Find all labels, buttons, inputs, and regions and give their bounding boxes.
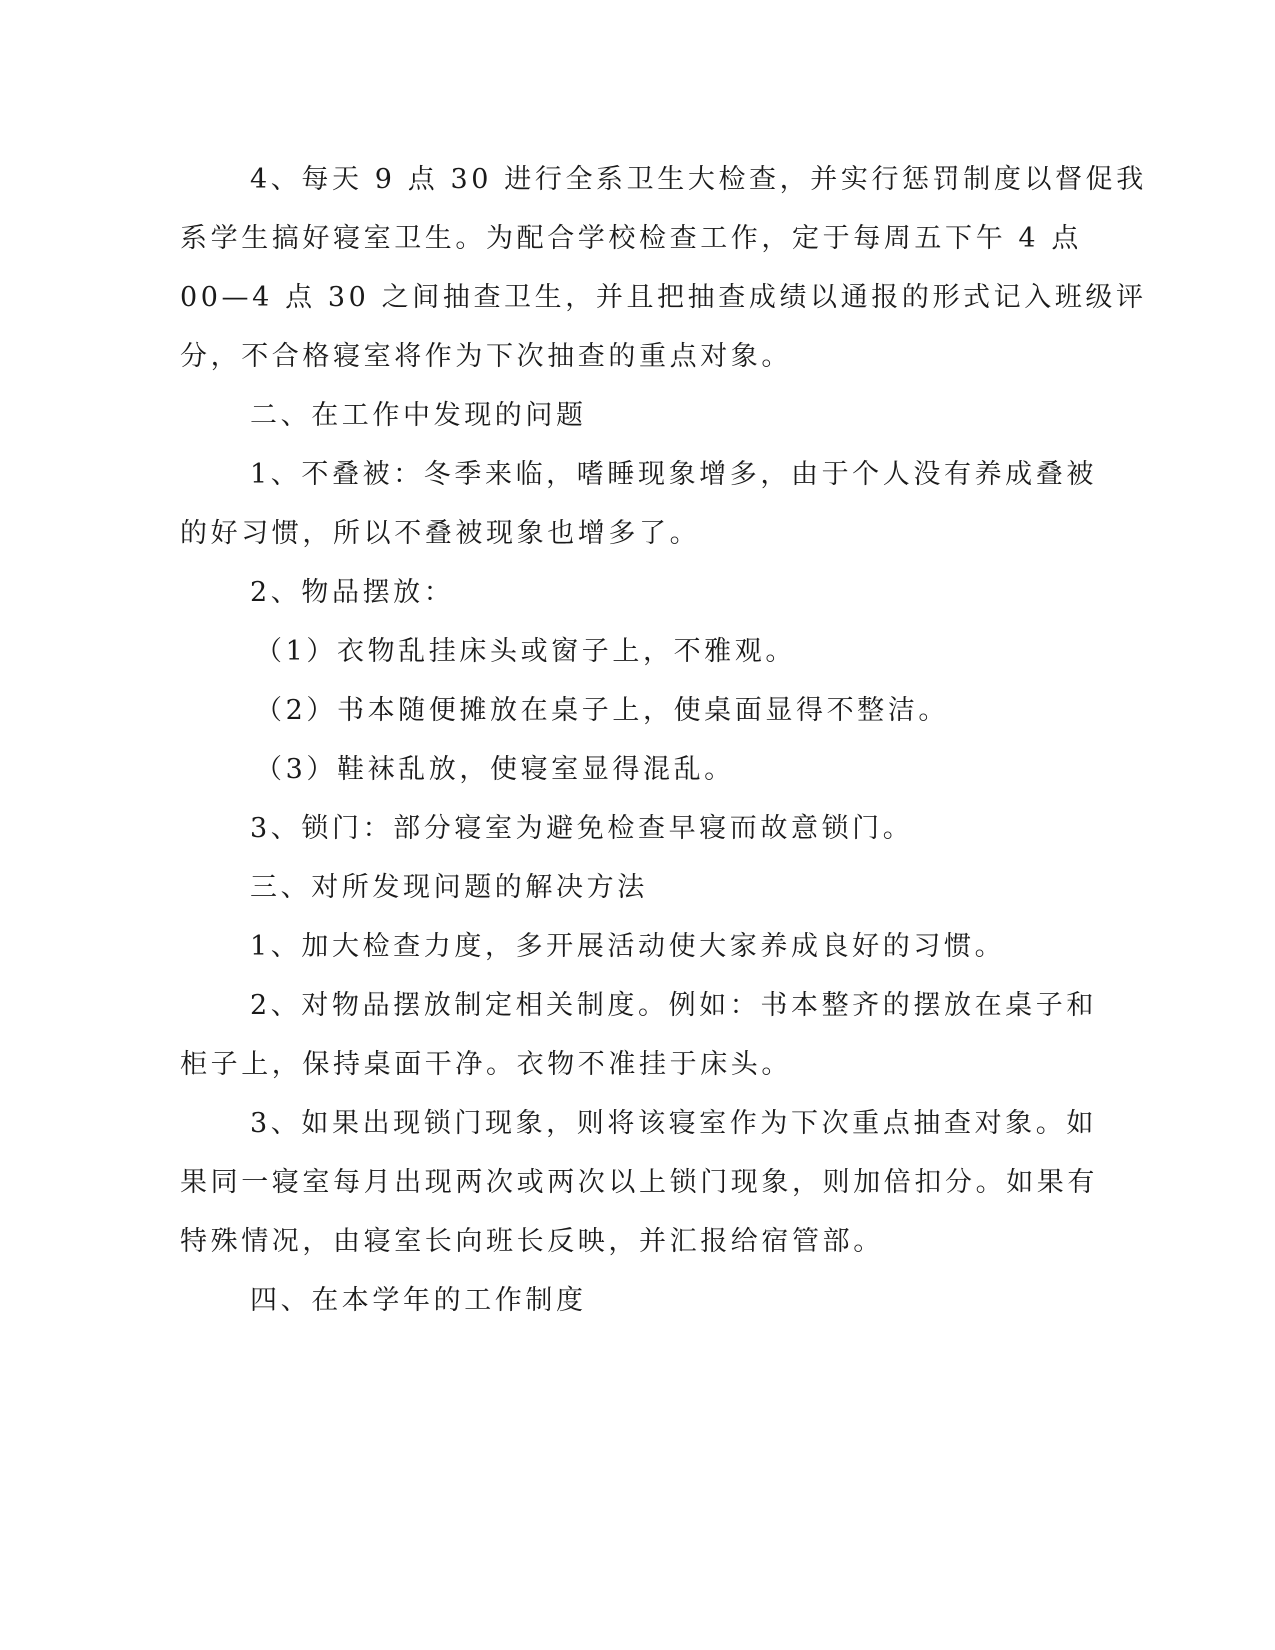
paragraph-line: 00—4 点 30 之间抽查卫生，并且把抽查成绩以通报的形式记入班级评 — [180, 282, 1147, 313]
paragraph-line: 2、物品摆放： — [250, 577, 455, 608]
paragraph-line: 分，不合格寝室将作为下次抽查的重点对象。 — [180, 341, 792, 372]
paragraph-line: 柜子上，保持桌面干净。衣物不准挂于床头。 — [180, 1049, 792, 1080]
paragraph-line: 4、每天 9 点 30 进行全系卫生大检查，并实行惩罚制度以督促我 — [250, 164, 1147, 195]
paragraph-line: 特殊情况，由寝室长向班长反映，并汇报给宿管部。 — [180, 1226, 884, 1257]
section-heading: 二、在工作中发现的问题 — [250, 400, 587, 431]
list-item: （3）鞋袜乱放，使寝室显得混乱。 — [255, 754, 735, 785]
paragraph-line: 3、如果出现锁门现象，则将该寝室作为下次重点抽查对象。如 — [250, 1108, 1097, 1139]
section-heading: 四、在本学年的工作制度 — [250, 1285, 587, 1316]
list-item: （1）衣物乱挂床头或窗子上，不雅观。 — [255, 636, 796, 667]
paragraph-line: 3、锁门：部分寝室为避免检查早寝而故意锁门。 — [250, 813, 914, 844]
paragraph-line: 系学生搞好寝室卫生。为配合学校检查工作，定于每周五下午 4 点 — [180, 223, 1082, 254]
paragraph-line: 2、对物品摆放制定相关制度。例如：书本整齐的摆放在桌子和 — [250, 990, 1097, 1021]
paragraph-line: 1、不叠被：冬季来临，嗜睡现象增多，由于个人没有养成叠被 — [250, 459, 1097, 490]
paragraph-line: 果同一寝室每月出现两次或两次以上锁门现象，则加倍扣分。如果有 — [180, 1167, 1098, 1198]
paragraph-line: 1、加大检查力度，多开展活动使大家养成良好的习惯。 — [250, 931, 1006, 962]
section-heading: 三、对所发现问题的解决方法 — [250, 872, 648, 903]
paragraph-line: 的好习惯，所以不叠被现象也增多了。 — [180, 518, 701, 549]
list-item: （2）书本随便摊放在桌子上，使桌面显得不整洁。 — [255, 695, 949, 726]
